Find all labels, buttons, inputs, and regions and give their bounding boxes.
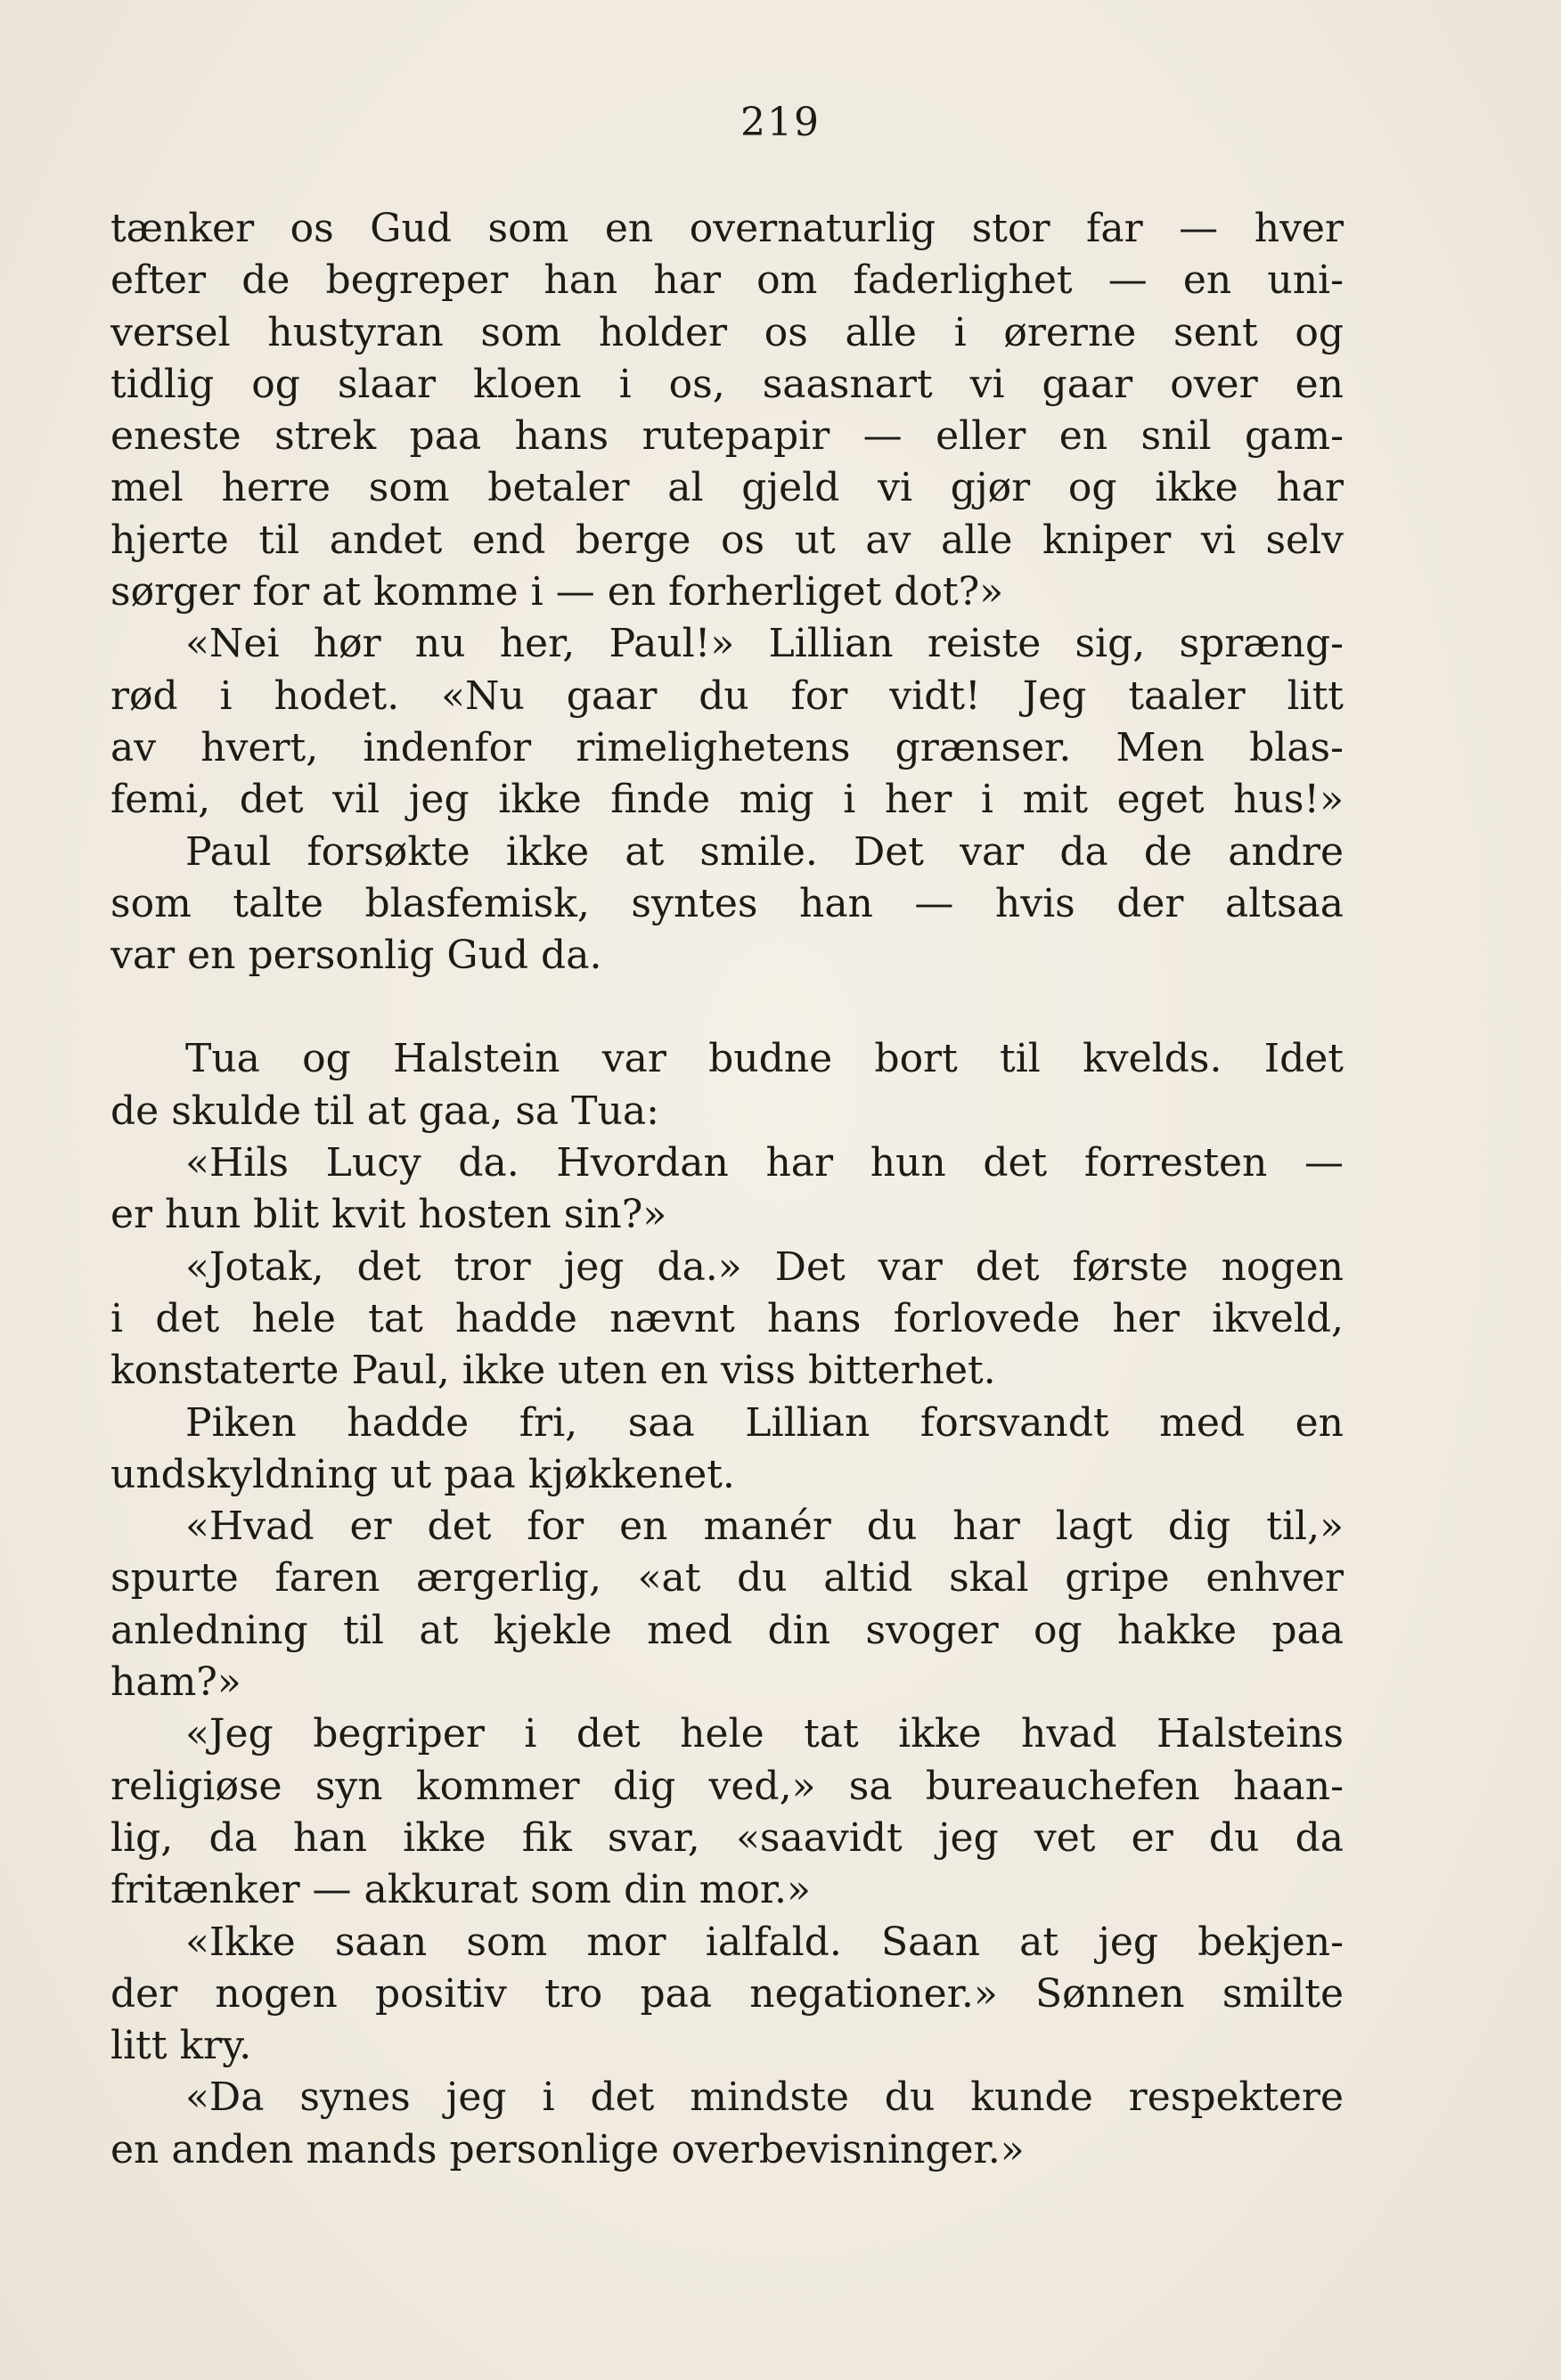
text-line: «Hvad er det for en manér du har lagt dig til,» <box>185 1504 1344 1550</box>
text-line: eneste strek paa hans rutepapir — eller en snil gam- <box>110 413 1344 460</box>
text-line: Tua og Halstein var budne bort til kvelds. Idet <box>185 1036 1344 1082</box>
text-line: i det hele tat hadde nævnt hans forlovede her ikveld, <box>110 1295 1344 1341</box>
text-line: litt kry. <box>110 2023 252 2069</box>
text-line: «Ikke saan som mor ialfald. Saan at jeg bekjen- <box>185 1919 1344 1965</box>
text-line: «Da synes jeg i det mindste du kunde respektere <box>185 2074 1344 2121</box>
text-line: ham?» <box>110 1659 241 1706</box>
text-line: av hvert, indenfor rimelighetens grænser. Men blas- <box>110 724 1344 770</box>
text-line: sørger for at komme i — en forherliget dot?» <box>110 569 1004 615</box>
text-line: lig, da han ikke fik svar, «saavidt jeg vet er du da <box>110 1814 1344 1861</box>
text-line: konstaterte Paul, ikke uten en viss bitterhet. <box>110 1348 996 1394</box>
text-line: undskyldning ut paa kjøkkenet. <box>110 1451 735 1497</box>
text-line: fritænker — akkurat som din mor.» <box>110 1867 811 1913</box>
text-line: som talte blasfemisk, syntes han — hvis der altsaa <box>110 880 1344 926</box>
text-line: mel herre som betaler al gjeld vi gjør og ikke har <box>110 465 1344 511</box>
text-line: er hun blit kvit hosten sin?» <box>110 1192 667 1238</box>
text-line: var en personlig Gud da. <box>110 933 602 979</box>
text-line: tænker os Gud som en overnaturlig stor far — hver <box>110 206 1344 251</box>
text-line: hjerte til andet end berge os ut av alle kniper vi selv <box>110 517 1344 563</box>
text-line: Paul forsøkte ikke at smile. Det var da de andre <box>185 828 1344 875</box>
text-line: «Jeg begriper i det hele tat ikke hvad Halsteins <box>185 1711 1344 1757</box>
text-line: spurte faren ærgerlig, «at du altid skal gripe enhver <box>110 1555 1344 1602</box>
text-line: «Nei hør nu her, Paul!» Lillian reiste sig, spræng- <box>185 621 1344 667</box>
text-line: efter de begreper han har om faderlighet — en uni- <box>110 257 1344 304</box>
text-line: femi, det vil jeg ikke finde mig i her i mit eget hus!» <box>110 777 1344 823</box>
text-line: tidlig og slaar kloen i os, saasnart vi gaar over en <box>110 361 1344 407</box>
paragraph-gap <box>110 982 1344 1033</box>
page-number: 219 <box>740 100 821 145</box>
text-line: Piken hadde fri, saa Lillian forsvandt med en <box>185 1399 1344 1446</box>
text-line: de skulde til at gaa, sa Tua: <box>110 1088 659 1134</box>
body-text <box>110 203 1344 2176</box>
text-line: «Jotak, det tror jeg da.» Det var det første nogen <box>185 1243 1344 1290</box>
text-line: rød i hodet. «Nu gaar du for vidt! Jeg taaler litt <box>110 672 1344 719</box>
text-line: «Hils Lucy da. Hvordan har hun det forresten — <box>185 1140 1344 1186</box>
text-line: anledning til at kjekle med din svoger og hakke paa <box>110 1607 1344 1653</box>
text-line: religiøse syn kommer dig ved,» sa bureauchefen haan- <box>110 1763 1344 1809</box>
text-line: en anden mands personlige overbevisninger.» <box>110 2126 1025 2172</box>
text-line: versel hustyran som holder os alle i ørerne sent og <box>110 309 1344 355</box>
text-line: der nogen positiv tro paa negationer.» Sønnen smilte <box>110 1970 1344 2017</box>
